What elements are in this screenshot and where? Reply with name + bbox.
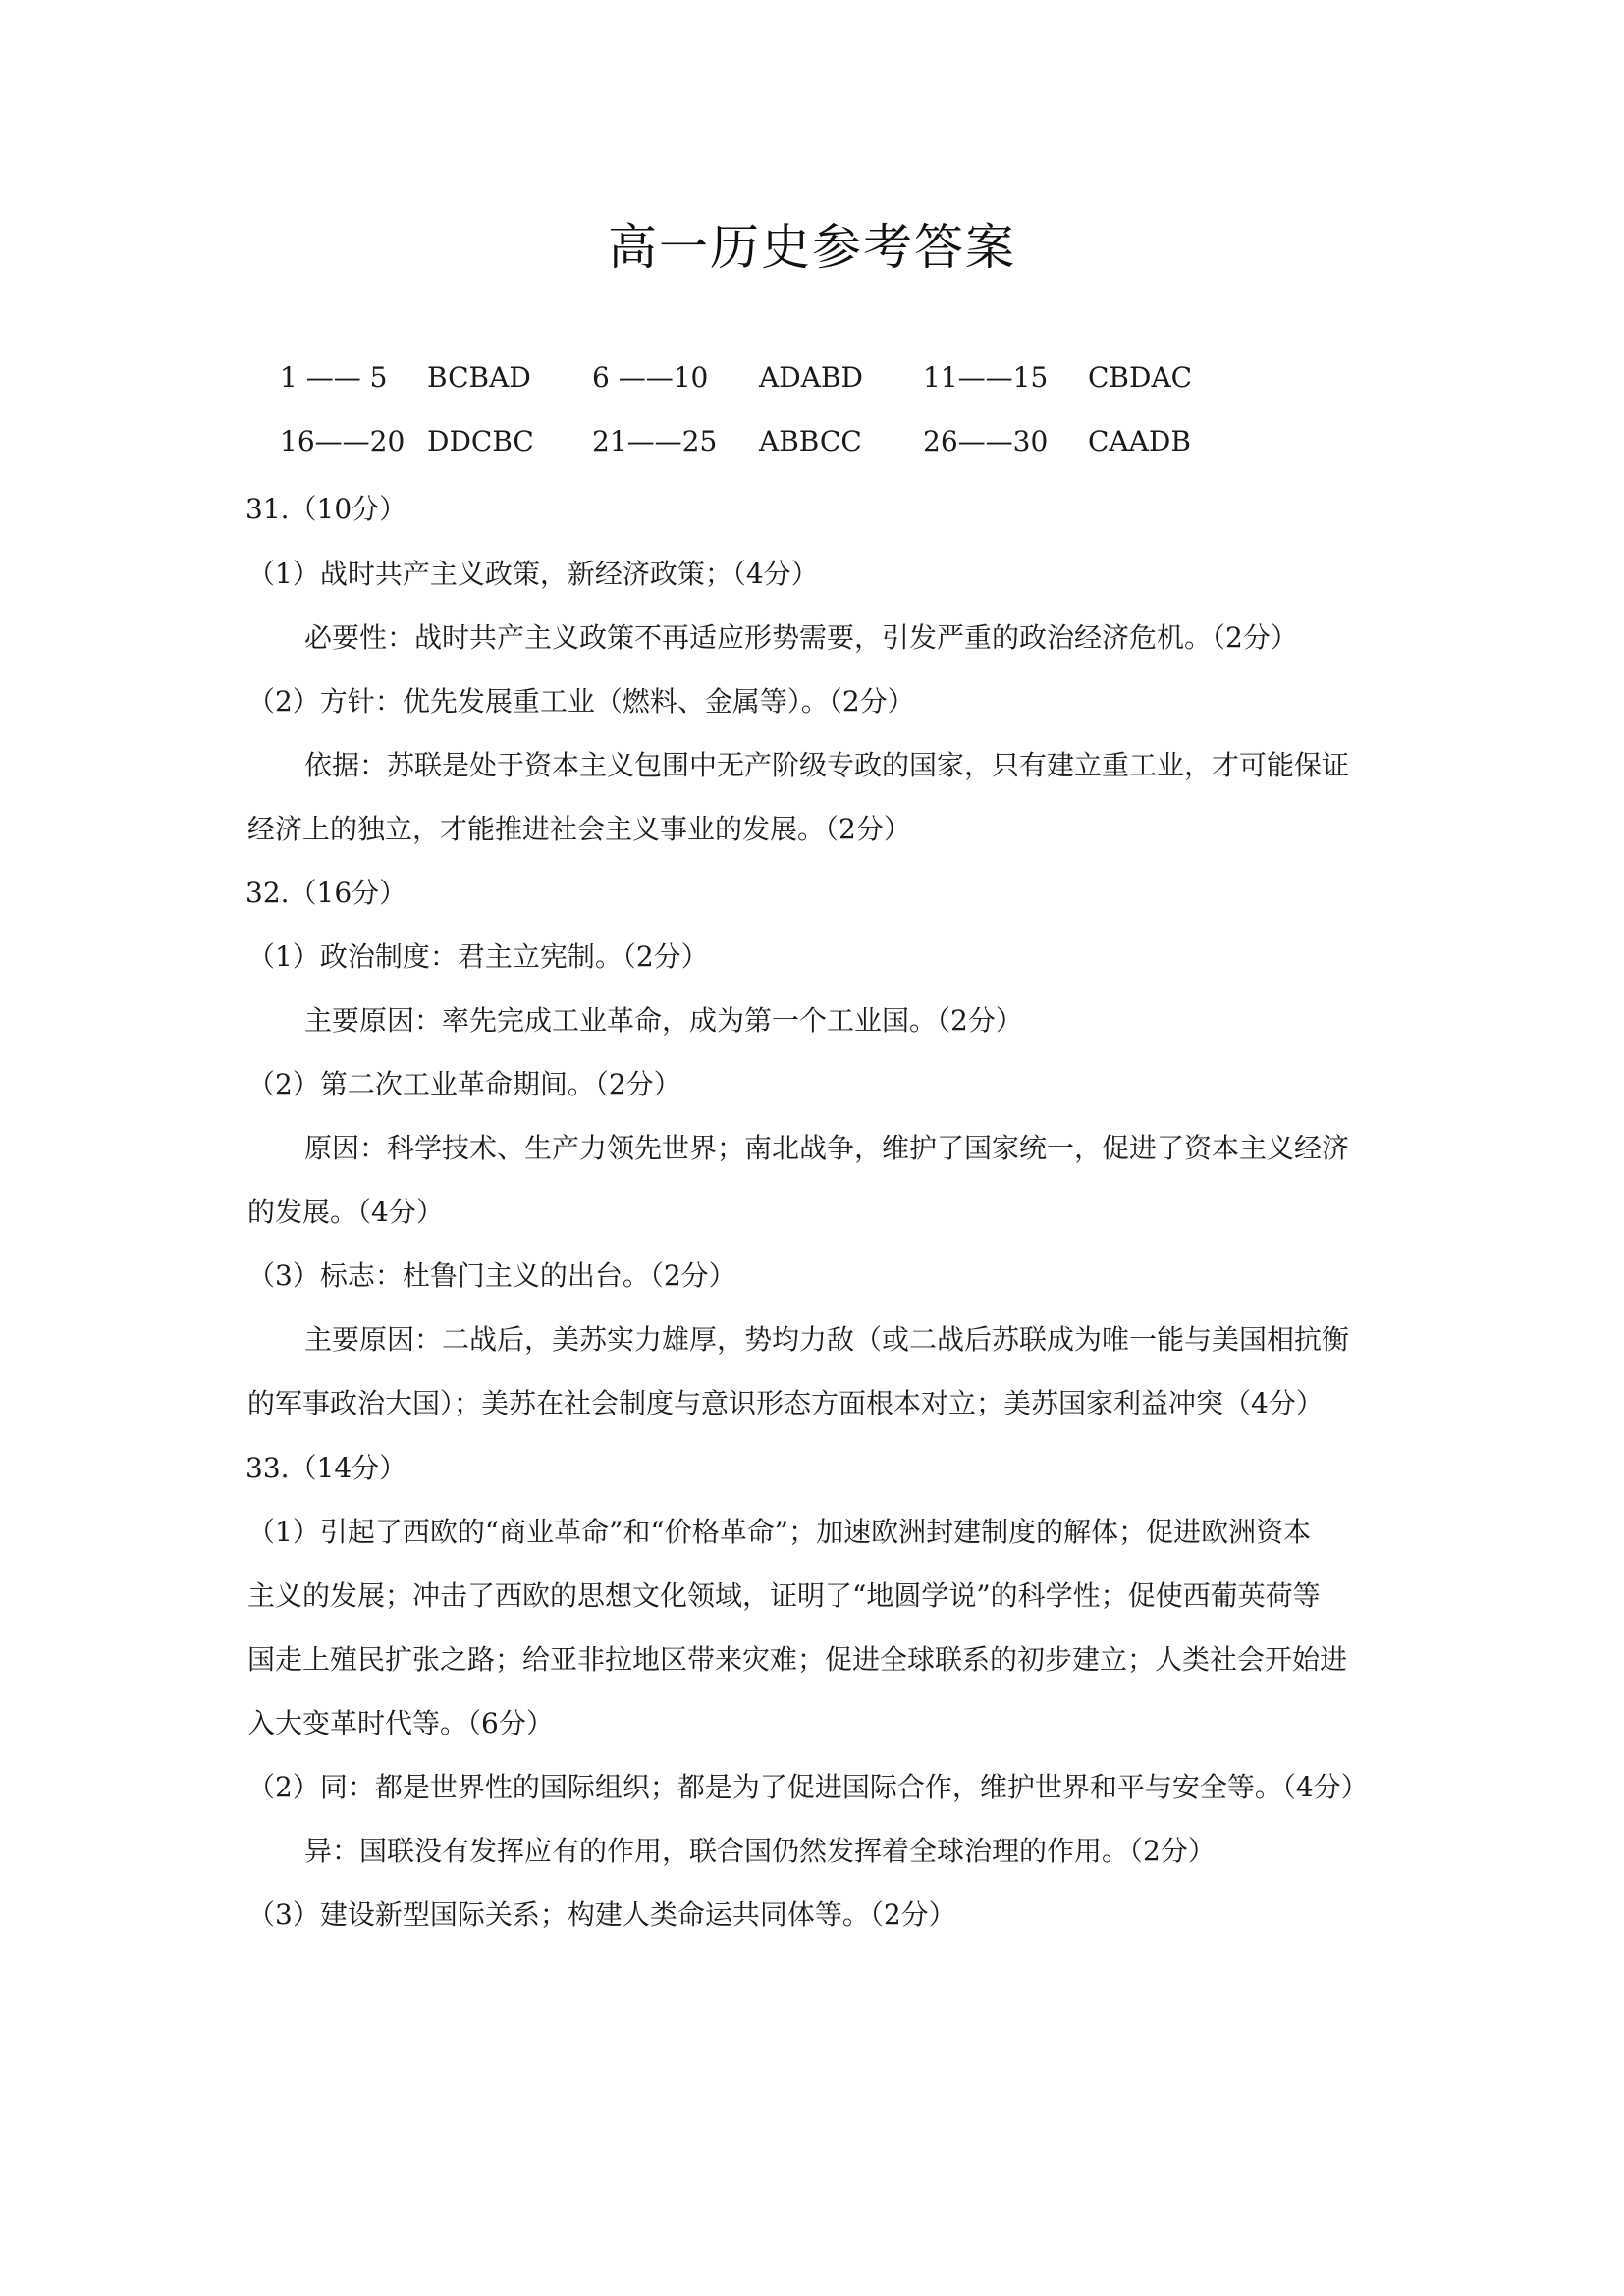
answer-line: 必要性：战时共产主义政策不再适应形势需要，引发严重的政治经济危机。（2分）	[304, 621, 1298, 654]
answer-line: （1）政治制度：君主立宪制。（2分）	[247, 940, 709, 973]
answer-line: 主要原因：二战后，美苏实力雄厚，势均力敌（或二战后苏联成为唯一能与美国相抗衡	[304, 1323, 1350, 1356]
answer-line: （3）标志：杜鲁门主义的出台。（2分）	[247, 1259, 736, 1292]
answer-line: （1）战时共产主义政策，新经济政策；（4分）	[247, 558, 819, 590]
answer-line: 依据：苏联是处于资本主义包围中无产阶级专政的国家，只有建立重工业，才可能保证	[304, 749, 1350, 781]
answer-keys: CBDAC	[1088, 361, 1193, 394]
question-33-heading: 33.（14分）	[245, 1452, 407, 1484]
answer-line: （2）方针：优先发展重工业（燃料、金属等）。（2分）	[247, 685, 915, 718]
answer-line: 的发展。（4分）	[247, 1196, 444, 1228]
answer-range: 11——15	[923, 361, 1049, 394]
answer-line: （1）引起了西欧的“商业革命”和“价格革命”；加速欧洲封建制度的解体；促进欧洲资本	[247, 1516, 1312, 1548]
question-32-heading: 32.（16分）	[245, 877, 407, 909]
answer-line: 国走上殖民扩张之路；给亚非拉地区带来灾难；促进全球联系的初步建立；人类社会开始进	[247, 1643, 1348, 1676]
answer-keys: ADABD	[759, 361, 863, 394]
answer-line: 主要原因：率先完成工业革命，成为第一个工业国。（2分）	[304, 1004, 1023, 1037]
answer-line: 的军事政治大国）；美苏在社会制度与意识形态方面根本对立；美苏国家利益冲突（4分）	[247, 1387, 1324, 1419]
answer-range: 1 —— 5	[280, 361, 388, 394]
answer-line: 原因：科学技术、生产力领先世界；南北战争，维护了国家统一，促进了资本主义经济	[304, 1132, 1350, 1164]
answer-keys: CAADB	[1088, 425, 1191, 457]
answer-range: 6 ——10	[592, 361, 709, 394]
answer-range: 16——20	[280, 425, 406, 457]
answer-line: （2）第二次工业革命期间。（2分）	[247, 1068, 681, 1100]
answer-range: 26——30	[923, 425, 1049, 457]
answer-keys: BCBAD	[427, 361, 531, 394]
answer-line: （2）同：都是世界性的国际组织；都是为了促进国际合作，维护世界和平与安全等。（4分）	[247, 1771, 1369, 1803]
answer-line: 入大变革时代等。（6分）	[247, 1707, 554, 1739]
answer-line: 主义的发展；冲击了西欧的思想文化领域，证明了“地圆学说”的科学性；促使西葡英荷等	[247, 1579, 1321, 1612]
answer-keys: ABBCC	[759, 425, 862, 457]
answer-line: （3）建设新型国际关系；构建人类命运共同体等。（2分）	[247, 1898, 956, 1931]
answer-line: 异：国联没有发挥应有的作用，联合国仍然发挥着全球治理的作用。（2分）	[304, 1835, 1216, 1867]
question-31-heading: 31.（10分）	[245, 493, 407, 525]
answer-range: 21——25	[592, 425, 718, 457]
answer-line: 经济上的独立，才能推进社会主义事业的发展。（2分）	[247, 813, 911, 845]
answer-keys: DDCBC	[427, 425, 534, 457]
page-title: 高一历史参考答案	[608, 219, 1016, 276]
